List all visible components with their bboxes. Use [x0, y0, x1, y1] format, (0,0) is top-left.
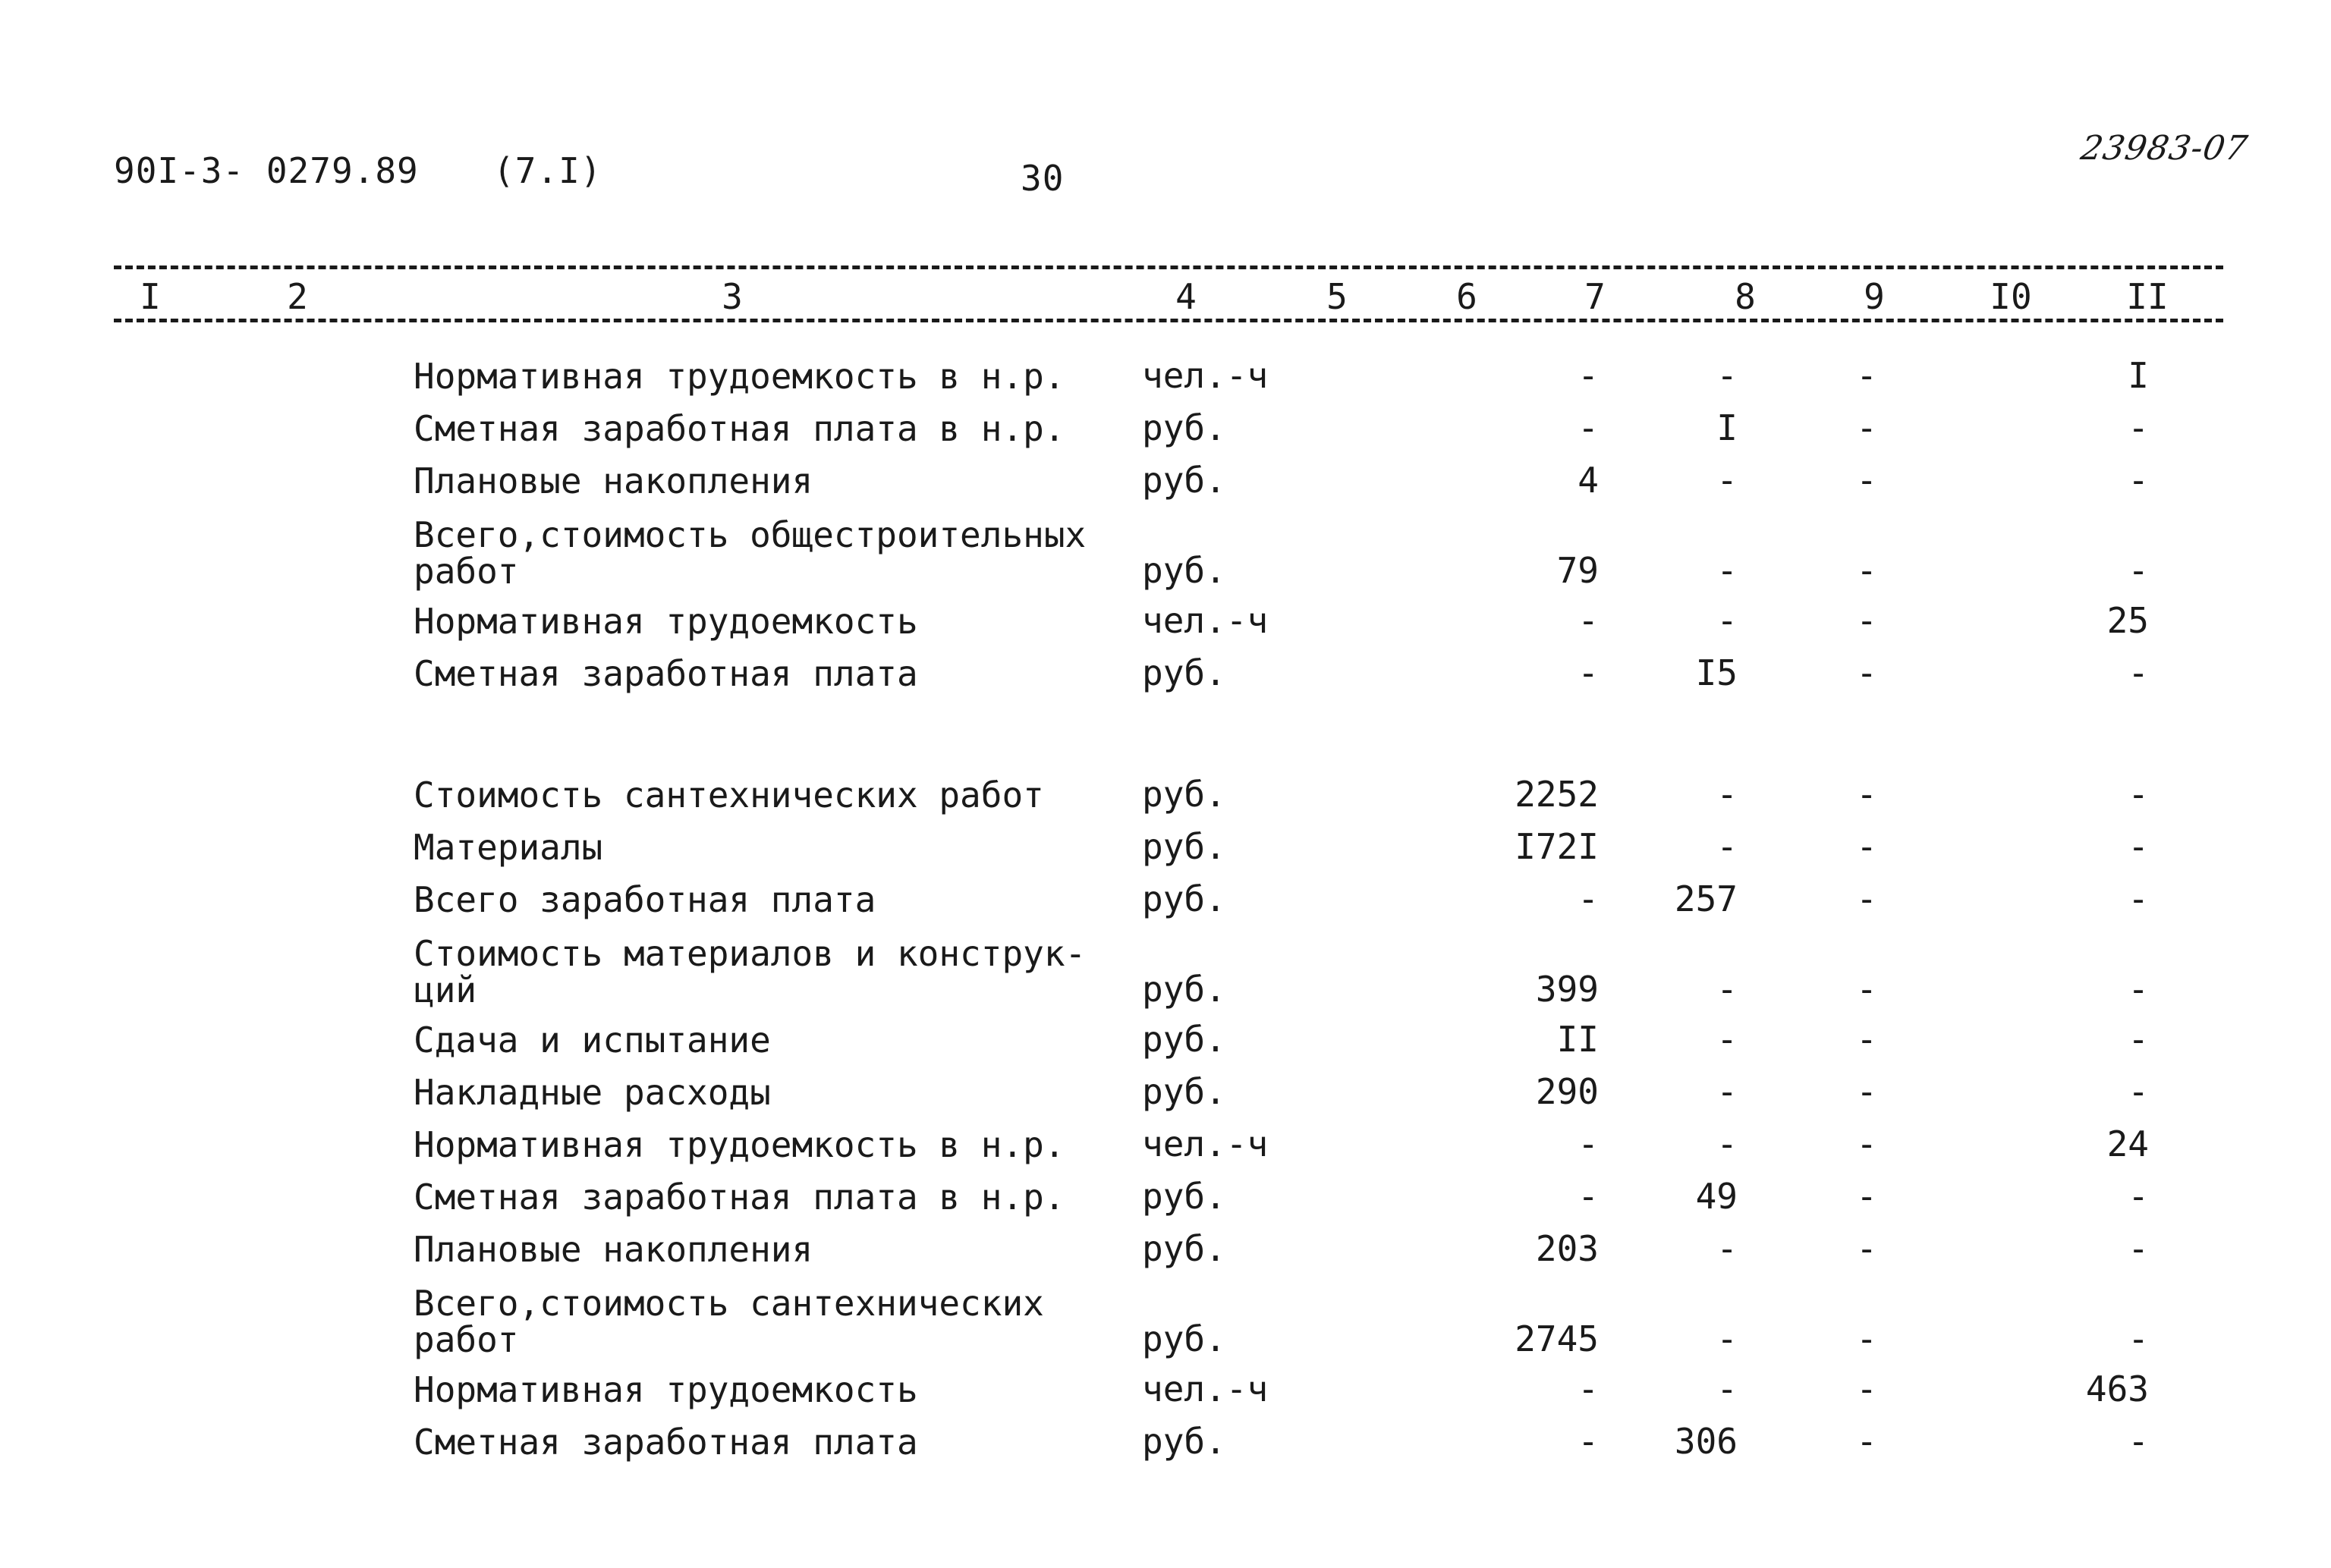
row-name: Плановые накопления — [414, 460, 813, 501]
column-number-9: 9 — [1844, 276, 1905, 317]
row-col11: - — [2128, 1318, 2149, 1359]
row-name: Нормативная трудоемкость в н.р. — [414, 356, 1065, 397]
row-unit: чел.-ч — [1142, 355, 1269, 396]
table-row — [0, 1415, 2331, 1463]
row-col8: - — [1716, 355, 1738, 396]
row-col7: 399 — [1535, 969, 1599, 1010]
row-col9: - — [1856, 1368, 1877, 1409]
row-unit: чел.-ч — [1142, 1123, 1269, 1164]
row-name: Нормативная трудоемкость — [414, 1369, 918, 1410]
table-row — [0, 872, 2331, 918]
document-code: 90I-3- 0279.89 — [114, 150, 419, 191]
row-unit: руб. — [1142, 652, 1226, 693]
table-row — [0, 1274, 2331, 1358]
row-unit: руб. — [1142, 407, 1226, 448]
row-col7: - — [1578, 600, 1599, 641]
row-col9: - — [1856, 355, 1877, 396]
row-col11: - — [2128, 407, 2149, 448]
row-col9: - — [1856, 969, 1877, 1010]
row-col9: - — [1856, 774, 1877, 815]
row-col11: I — [2128, 355, 2149, 396]
row-col11: - — [2128, 1228, 2149, 1269]
row-name: Нормативная трудоемкость — [414, 601, 918, 642]
row-name: Сдача и испытание — [414, 1020, 771, 1061]
row-col7: I72I — [1515, 826, 1599, 867]
row-name: Всего,стоимость сантехнических работ — [414, 1283, 1044, 1360]
table-row — [0, 401, 2331, 447]
table-row — [0, 454, 2331, 499]
archive-number: 23983-07 — [2078, 129, 2251, 168]
row-col7: II — [1556, 1019, 1599, 1060]
row-col8: I5 — [1695, 652, 1738, 693]
section-number: (7.I) — [493, 150, 602, 191]
row-col7: 203 — [1535, 1228, 1599, 1269]
row-unit: руб. — [1142, 878, 1226, 919]
column-number-3: 3 — [702, 276, 763, 317]
column-number-7: 7 — [1565, 276, 1625, 317]
table-row — [0, 1013, 2331, 1061]
row-unit: руб. — [1142, 969, 1226, 1010]
row-col7: - — [1578, 355, 1599, 396]
row-col11: - — [2128, 1176, 2149, 1217]
row-col7: - — [1578, 1176, 1599, 1217]
row-name: Плановые накопления — [414, 1229, 813, 1270]
row-col8: - — [1716, 600, 1738, 641]
row-col8: - — [1716, 550, 1738, 591]
table-header-bottom-rule — [114, 319, 2223, 322]
row-col7: 4 — [1578, 460, 1599, 501]
row-name: Всего,стоимость общестроительных работ — [414, 514, 1087, 592]
column-number-2: 2 — [267, 276, 328, 317]
row-col11: 25 — [2106, 600, 2149, 641]
row-col11: 24 — [2106, 1123, 2149, 1164]
row-name: Сметная заработная плата в н.р. — [414, 408, 1065, 449]
row-unit: руб. — [1142, 460, 1226, 501]
row-col8: - — [1716, 1228, 1738, 1269]
row-col7: 290 — [1535, 1071, 1599, 1112]
row-name: Сметная заработная плата — [414, 653, 918, 694]
row-col8: 49 — [1695, 1176, 1738, 1217]
row-col8: 306 — [1674, 1421, 1738, 1462]
column-number-5: 5 — [1307, 276, 1367, 317]
row-col7: - — [1578, 1123, 1599, 1164]
row-name: Стоимость сантехнических работ — [414, 775, 1044, 815]
row-unit: руб. — [1142, 1019, 1226, 1060]
row-col11: - — [2128, 774, 2149, 815]
table-row — [0, 1065, 2331, 1111]
column-number-8: 8 — [1715, 276, 1776, 317]
column-number-4: 4 — [1156, 276, 1216, 317]
row-unit: руб. — [1142, 1318, 1226, 1359]
row-col7: - — [1578, 407, 1599, 448]
row-col7: 79 — [1556, 550, 1599, 591]
row-name: Накладные расходы — [414, 1072, 771, 1113]
row-col9: - — [1856, 652, 1877, 693]
row-col7: 2252 — [1515, 774, 1599, 815]
row-col8: - — [1716, 1123, 1738, 1164]
row-col8: - — [1716, 1318, 1738, 1359]
table-row — [0, 646, 2331, 692]
row-name: Материалы — [414, 827, 603, 868]
row-name: Стоимость материалов и конструк-ций — [414, 933, 1087, 1010]
row-col9: - — [1856, 1176, 1877, 1217]
table-row — [0, 1362, 2331, 1408]
row-unit: руб. — [1142, 550, 1226, 591]
row-col8: 257 — [1674, 878, 1738, 919]
row-unit: руб. — [1142, 1228, 1226, 1269]
table-row — [0, 1170, 2331, 1218]
row-col11: - — [2128, 1019, 2149, 1060]
table-row — [0, 925, 2331, 1008]
column-number-10: I0 — [1980, 276, 2041, 317]
row-name: Сметная заработная плата в н.р. — [414, 1177, 1065, 1218]
column-number-1: I — [120, 276, 181, 317]
row-col9: - — [1856, 600, 1877, 641]
row-col8: - — [1716, 774, 1738, 815]
row-col9: - — [1856, 1228, 1877, 1269]
row-col11: - — [2128, 550, 2149, 591]
row-unit: руб. — [1142, 774, 1226, 815]
row-name: Всего заработная плата — [414, 879, 876, 920]
row-col7: 2745 — [1515, 1318, 1599, 1359]
row-col7: - — [1578, 652, 1599, 693]
column-number-6: 6 — [1436, 276, 1497, 317]
row-col8: - — [1716, 1071, 1738, 1112]
table-row — [0, 594, 2331, 642]
row-col9: - — [1856, 550, 1877, 591]
row-col7: - — [1578, 1368, 1599, 1409]
row-col11: - — [2128, 1421, 2149, 1462]
row-col9: - — [1856, 1071, 1877, 1112]
row-col11: - — [2128, 969, 2149, 1010]
row-col9: - — [1856, 460, 1877, 501]
row-col8: - — [1716, 969, 1738, 1010]
table-header-top-rule — [114, 266, 2223, 269]
page-number: 30 — [1021, 158, 1065, 199]
row-col8: I — [1716, 407, 1738, 448]
row-col8: - — [1716, 1368, 1738, 1409]
row-col8: - — [1716, 1019, 1738, 1060]
row-col9: - — [1856, 1123, 1877, 1164]
row-unit: чел.-ч — [1142, 600, 1269, 641]
row-col9: - — [1856, 1318, 1877, 1359]
table-row — [0, 768, 2331, 813]
table-row — [0, 1222, 2331, 1268]
row-col11: - — [2128, 878, 2149, 919]
row-col11: - — [2128, 826, 2149, 867]
table-row — [0, 349, 2331, 397]
row-col8: - — [1716, 826, 1738, 867]
row-unit: чел.-ч — [1142, 1368, 1269, 1409]
row-col11: 463 — [2085, 1368, 2149, 1409]
row-col7: - — [1578, 878, 1599, 919]
row-col8: - — [1716, 460, 1738, 501]
row-col9: - — [1856, 407, 1877, 448]
row-col9: - — [1856, 1019, 1877, 1060]
table-row — [0, 506, 2331, 592]
row-name: Нормативная трудоемкость в н.р. — [414, 1124, 1065, 1165]
row-unit: руб. — [1142, 1421, 1226, 1462]
row-col11: - — [2128, 1071, 2149, 1112]
row-col9: - — [1856, 826, 1877, 867]
row-unit: руб. — [1142, 1071, 1226, 1112]
row-unit: руб. — [1142, 1176, 1226, 1217]
table-row — [0, 820, 2331, 866]
table-row — [0, 1117, 2331, 1163]
row-col7: - — [1578, 1421, 1599, 1462]
column-number-11: II — [2117, 276, 2178, 317]
row-col9: - — [1856, 878, 1877, 919]
row-col11: - — [2128, 460, 2149, 501]
row-name: Сметная заработная плата — [414, 1422, 918, 1463]
row-col9: - — [1856, 1421, 1877, 1462]
row-col11: - — [2128, 652, 2149, 693]
row-unit: руб. — [1142, 826, 1226, 867]
